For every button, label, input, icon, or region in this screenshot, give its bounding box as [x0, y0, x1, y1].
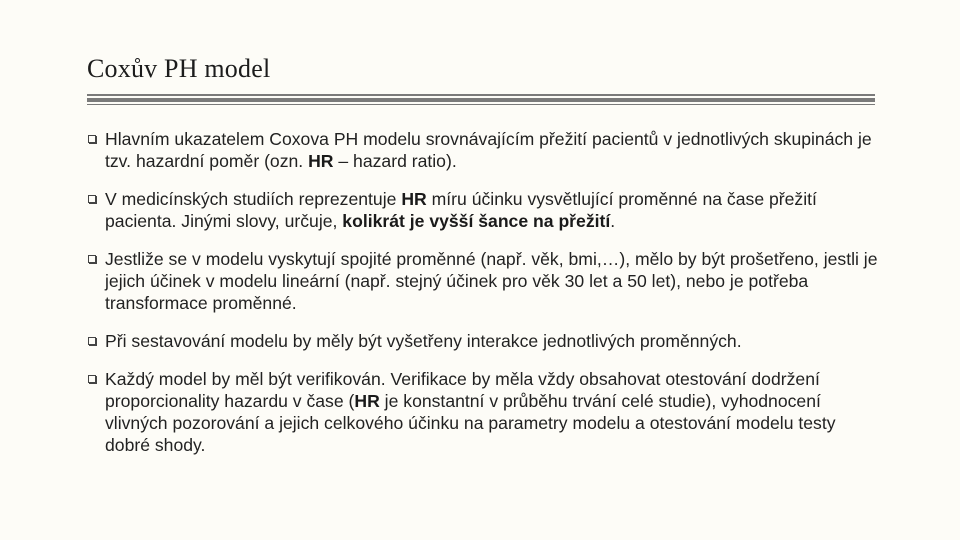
bullet-bold-text: kolikrát je vyšší šance na přežití	[342, 211, 611, 231]
bullet-text: je konstantní v průběhu trvání celé studie), vyhodnocení vlivných pozorování a jejich celkového účinku na parametry modelu a otestování modelu testy dobré shody.	[105, 391, 836, 455]
title-divider	[87, 94, 875, 104]
square-bullet-icon	[88, 337, 96, 345]
bullet-bold-text: HR	[354, 391, 380, 411]
bullet-item	[88, 330, 878, 352]
bullet-item	[88, 128, 878, 172]
bullet-item	[88, 248, 878, 314]
slide-title: Coxův PH model	[87, 54, 271, 83]
square-bullet-icon	[88, 195, 96, 203]
bullet-text: – hazard ratio).	[333, 151, 457, 171]
bullet-list	[88, 128, 878, 472]
bullet-text: Hlavním ukazatelem Coxova PH modelu srovnávajícím přežití pacientů v jednotlivých skupinách je tzv. hazardní poměr (ozn.	[105, 129, 872, 171]
bullet-text: .	[610, 211, 616, 231]
bullet-bold-text: HR	[401, 189, 427, 209]
bullet-text: Při sestavování modelu by měly být vyšetřeny interakce jednotlivých proměnných.	[105, 331, 742, 351]
bullet-text: Každý model by měl být verifikován. Verifikace by měla vždy obsahovat otestování dodržení proporcionality hazardu v čase (	[105, 369, 820, 411]
square-bullet-icon	[88, 255, 96, 263]
square-bullet-icon	[88, 375, 96, 383]
square-bullet-icon	[88, 135, 96, 143]
bullet-item	[88, 368, 878, 456]
bullet-text: míru účinku vysvětlující proměnné na čase přežití pacienta. Jinými slovy, určuje,	[105, 189, 817, 231]
bullet-text: Jestliže se v modelu vyskytují spojité proměnné (např. věk, bmi,…), mělo by být prošetřeno, jestli je jejich účinek v modelu lineární (např. stejný účinek pro věk 30 let a 50 let), nebo je potřeba transformace proměnné.	[105, 249, 878, 313]
bullet-bold-text: HR	[308, 151, 334, 171]
bullet-item	[88, 188, 878, 232]
bullet-text: V medicínských studiích reprezentuje	[105, 189, 402, 209]
